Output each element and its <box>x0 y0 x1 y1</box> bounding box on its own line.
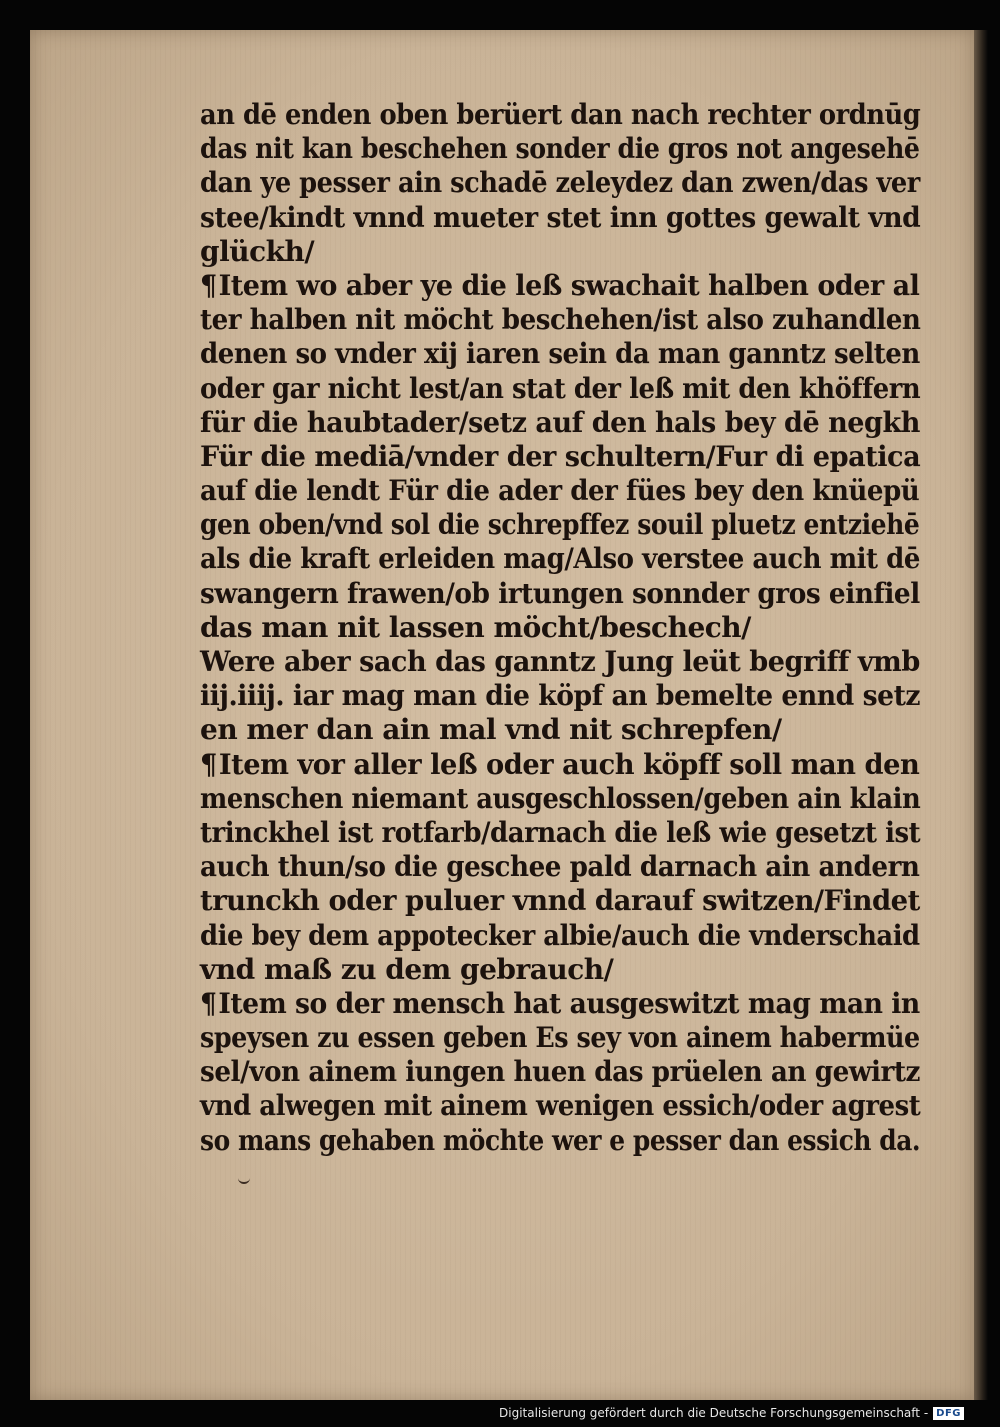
line-text: Item wo aber ye die leß swachait halben oder al <box>218 268 920 302</box>
page-edge <box>974 30 988 1400</box>
text-line <box>200 542 920 576</box>
text-line <box>200 645 920 679</box>
line-text: swangern frawen/ob irtungen sonnder gros einfiel <box>200 576 920 610</box>
text-line <box>200 781 921 816</box>
line-text: vnd alwegen mit ainem wenigen essich/oder agrest <box>200 1089 921 1123</box>
line-text: gen oben/vnd sol die schrepffez souil pluetz entziehē <box>200 508 920 542</box>
line-text: so mans gehaben möchte wer e pesser dan essich da. <box>200 1123 921 1157</box>
line-text: en mer dan ain mal vnd nit schrepfen/ <box>200 713 782 747</box>
line-text: auf die lendt Für die ader der fües bey den knüepü <box>200 474 920 508</box>
text-line <box>200 1055 920 1089</box>
line-text: die bey dem appotecker albie/auch die vnderschaid <box>200 918 920 952</box>
text-line <box>200 268 920 303</box>
text-line <box>200 235 920 269</box>
dfg-logo: DFG <box>933 1407 964 1420</box>
text-line <box>200 508 920 542</box>
text-block <box>200 98 920 1158</box>
line-text: denen so vnder xij iaren sein da man ganntz selten <box>200 337 920 371</box>
pilcrow-mark: ¶ <box>200 986 217 1020</box>
text-line <box>200 815 921 850</box>
text-line <box>200 611 920 645</box>
text-line <box>200 918 920 953</box>
line-text: ter halben nit möcht beschehen/ist also zuhandlen <box>200 303 921 337</box>
text-line <box>200 98 921 132</box>
text-line <box>200 986 920 1021</box>
text-line <box>200 474 920 508</box>
line-text: glückh/ <box>200 234 315 268</box>
line-text: menschen niemant ausgeschlossen/geben ain klain <box>200 781 921 815</box>
text-line <box>200 884 920 918</box>
line-text: oder gar nicht lest/an stat der leß mit den khöffern <box>200 371 921 405</box>
text-line <box>200 439 921 474</box>
pilcrow-mark: ¶ <box>200 747 217 781</box>
line-text: stee/kindt vnnd mueter stet inn gottes gewalt vnd <box>200 200 921 234</box>
line-text: Were aber sach das ganntz Jung leüt begriff vmb <box>200 645 920 678</box>
text-line <box>200 1021 920 1055</box>
line-text: vnd maß zu dem gebrauch/ <box>200 952 614 986</box>
line-text: dan ye pesser ain schadē zeleydez dan zwen/das ver <box>200 166 920 200</box>
text-line <box>200 1089 921 1123</box>
line-text: sel/von ainem iungen huen das prüelen an gewirtz <box>200 1055 920 1089</box>
line-text: Item vor aller leß oder auch köpff soll man den <box>218 747 920 781</box>
text-line <box>200 405 920 440</box>
footer-credit-text: Digitalisierung gefördert durch die Deutsche Forschungsgemeinschaft - <box>499 1406 929 1420</box>
text-line <box>200 1123 921 1158</box>
text-line <box>200 371 921 406</box>
text-line <box>200 166 920 200</box>
text-line <box>200 679 921 713</box>
text-line <box>200 747 920 782</box>
pilcrow-mark: ¶ <box>200 268 217 302</box>
line-text: iij.iiij. iar mag man die köpf an bemelte ennd setz <box>200 679 921 713</box>
line-text: trinckhel ist rotfarb/darnach die leß wie gesetzt ist <box>200 815 921 849</box>
text-line <box>200 953 920 987</box>
line-text: trunckh oder puluer vnnd darauf switzen/Findet <box>200 884 920 918</box>
line-text: Item so der mensch hat ausgeswitzt mag man in <box>218 986 920 1020</box>
line-text: an dē enden oben berüert dan nach rechter ordnūg <box>200 98 921 131</box>
footer <box>499 1403 964 1423</box>
text-line <box>200 303 921 337</box>
text-line <box>200 576 920 611</box>
line-text: das man nit lassen möcht/beschech/ <box>200 610 751 644</box>
line-text: speysen zu essen geben Es sey von ainem habermüe <box>200 1021 920 1055</box>
line-text: das nit kan beschehen sonder die gros not angesehē <box>200 132 920 166</box>
line-text: für die haubtader/setz auf den hals bey dē negkh <box>200 405 920 439</box>
text-line <box>200 713 920 747</box>
text-line <box>200 200 921 235</box>
text-line <box>200 850 920 884</box>
text-line <box>200 132 920 166</box>
line-text: Für die mediā/vnder der schultern/Fur di epatica <box>200 439 921 473</box>
text-line <box>200 337 920 371</box>
line-text: als die kraft erleiden mag/Also verstee auch mit dē <box>200 542 920 576</box>
line-text: auch thun/so die geschee pald darnach ain andern <box>200 850 920 884</box>
